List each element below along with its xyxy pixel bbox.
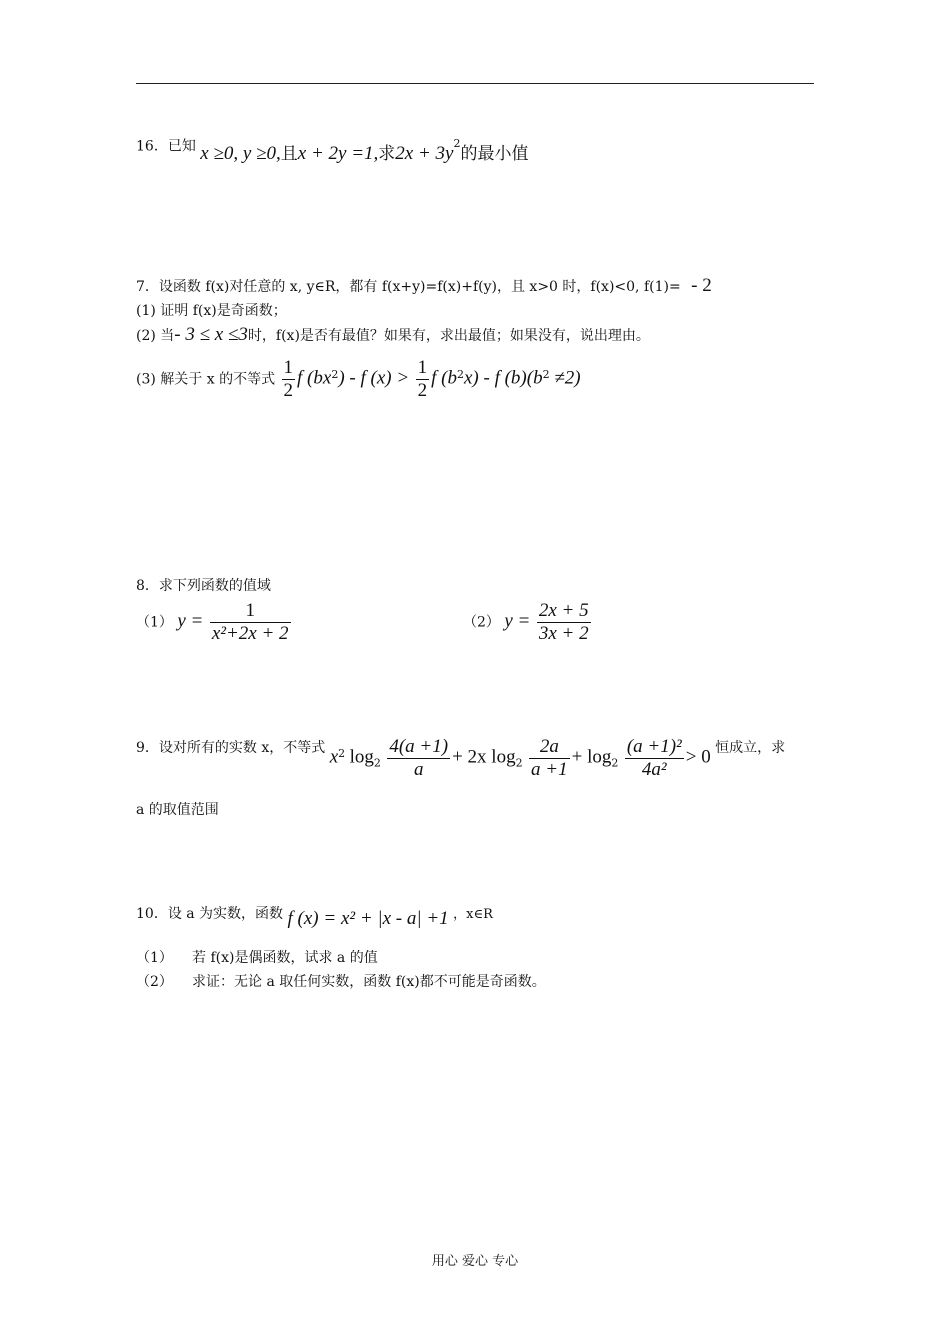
question-10-part-1: [136, 948, 378, 968]
q16-condition: x ≥0, y ≥0,: [200, 142, 281, 164]
q7-term-1b: ) - f (x) >: [338, 367, 410, 389]
q10-function: f (x) = x² + |x - a| +1: [287, 908, 449, 929]
q9-label: 9．设对所有的实数 x，不等式: [136, 740, 326, 756]
q9-line-2: a 的取值范围: [136, 802, 219, 818]
q9-middle-1: + 2x log: [452, 746, 516, 768]
q16-and: 且: [280, 143, 298, 164]
q7-square-1: 2: [331, 367, 339, 381]
q10-domain: ，x∈R: [453, 907, 493, 922]
fraction-denominator: a: [413, 759, 424, 780]
question-16: [136, 132, 529, 164]
q9-log-base-3: 2: [611, 756, 619, 770]
q9-x-square: 2: [338, 746, 346, 760]
page-footer: 用心 爱心 专心: [431, 1254, 519, 1269]
q9-fraction-1: [387, 736, 450, 781]
q7-square-3: 2: [542, 367, 550, 381]
question-10-part-2: [136, 972, 546, 992]
q16-expression: 2x + 3y: [395, 142, 454, 164]
fraction-numerator: 2x + 5: [538, 600, 589, 621]
q9-tail: 恒成立，求: [715, 740, 786, 756]
q9-greater-zero: > 0: [685, 746, 711, 768]
q7-part-1: (1) 证明 f(x)是奇函数；: [136, 303, 287, 319]
q9-fraction-3: [625, 736, 684, 781]
question-9: [136, 738, 785, 783]
q7-part-3-prefix: (3) 解关于 x 的不等式: [136, 371, 276, 388]
fraction-denominator: 2: [417, 380, 428, 401]
fraction-numerator: (a +1)²: [626, 736, 682, 757]
q7-f1-value: - 2: [691, 275, 712, 296]
q10-part-1: 若 f(x)是偶函数，试求 a 的值: [192, 950, 378, 966]
q7-half-fraction-1: [282, 357, 296, 402]
q7-part-2-prefix: (2) 当: [136, 328, 175, 344]
fraction-numerator: 4(a +1): [389, 736, 449, 757]
fraction-denominator: a +1: [531, 759, 568, 780]
fraction-denominator: 4a²: [641, 759, 667, 780]
q9-log-base-1: 2: [373, 756, 381, 770]
fraction-numerator: 1: [283, 357, 294, 378]
fraction-numerator: 1: [210, 600, 291, 623]
question-10: [136, 903, 493, 929]
question-7-part-3: [136, 357, 581, 402]
q7-range: - 3 ≤ x ≤3: [174, 324, 248, 345]
q10-label: 10．设 a 为实数，函数: [136, 906, 284, 922]
q9-middle-2: + log: [571, 746, 612, 768]
fraction-denominator: 3x + 2: [538, 623, 589, 644]
q16-exponent: 2: [453, 137, 461, 150]
question-8-part-2: [463, 600, 593, 645]
q8-part-1-y: y =: [177, 610, 204, 632]
q9-fraction-2: [529, 736, 570, 781]
q10-part-2-label: （2）: [136, 974, 173, 990]
question-7-part-1: [136, 301, 287, 321]
q10-part-2: 求证：无论 a 取任何实数，函数 f(x)都不可能是奇函数。: [192, 974, 546, 990]
q16-ask: 求: [378, 143, 396, 164]
fraction-numerator: 2a: [529, 736, 570, 759]
header-rule: [136, 83, 814, 84]
q16-label: 16．已知: [136, 138, 196, 155]
q16-equation: x + 2y =1,: [297, 142, 379, 164]
q7-square-2: 2: [456, 367, 464, 381]
fraction-numerator: 1: [417, 357, 428, 378]
q7-part-2-text: 时，f(x)是否有最值？如果有，求出最值；如果没有，说出理由。: [247, 328, 650, 344]
q7-term-1: f (bx: [297, 367, 332, 389]
q7-term-2: f (b: [431, 367, 457, 389]
question-7-part-2: [136, 325, 650, 346]
q8-label: 8．求下列函数的值域: [136, 578, 271, 594]
q7-half-fraction-2: [416, 357, 430, 402]
question-8-part-1: [136, 600, 293, 645]
q9-log-base-2: 2: [515, 756, 523, 770]
question-7-intro: [136, 276, 712, 297]
fraction-denominator: x²+2x + 2: [211, 623, 289, 644]
fraction-denominator: 2: [283, 380, 294, 401]
q8-part-2-label: （2）: [463, 614, 500, 631]
question-9-line-2: [136, 800, 219, 820]
q8-part-2-fraction: [537, 600, 591, 645]
q7-term-2c: ≠2): [549, 367, 581, 389]
q10-part-1-label: （1）: [136, 950, 173, 966]
q8-part-1-label: （1）: [136, 614, 173, 631]
q8-part-1-fraction: [210, 600, 291, 645]
q9-log-1: log: [349, 746, 374, 768]
q16-tail: 的最小值: [460, 143, 529, 164]
q8-part-2-y: y =: [504, 610, 531, 632]
q7-intro: 7．设函数 f(x)对任意的 x, y∈R，都有 f(x+y)=f(x)+f(y)，且 x>0 时，f(x)<0, f(1)=: [136, 279, 681, 295]
q9-x: x: [329, 746, 339, 768]
q7-term-2b: x) - f (b)(b: [463, 367, 543, 389]
question-8-title: [136, 576, 271, 596]
